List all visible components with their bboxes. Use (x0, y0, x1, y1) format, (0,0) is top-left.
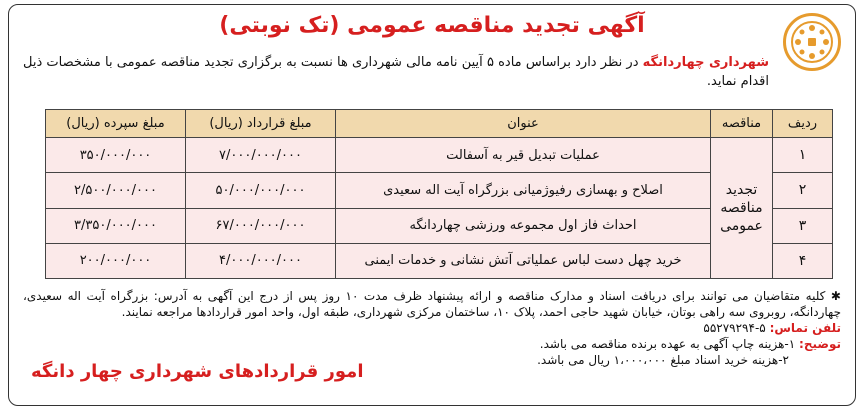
row-deposit-amount: ۳/۳۵۰/۰۰۰/۰۰۰ (46, 208, 186, 243)
ad-title: آگهی تجدید مناقصه عمومی (تک نوبتی) (219, 13, 645, 38)
row-deposit-amount: ۲۰۰/۰۰۰/۰۰۰ (46, 243, 186, 278)
notes-paragraph (23, 288, 841, 320)
tender-type: تجدید مناقصه عمومی (711, 138, 773, 279)
col-header-contract-amount: مبلغ قرارداد (ریال) (186, 110, 336, 138)
row-number: ۱ (773, 138, 833, 173)
row-contract-amount: ۶۷/۰۰۰/۰۰۰/۰۰۰ (186, 208, 336, 243)
description-item-1: ۱-هزینه چاپ آگهی به عهده برنده مناقصه می باشد. (539, 337, 796, 351)
col-header-tender: مناقصه (711, 110, 773, 138)
row-contract-amount: ۴/۰۰۰/۰۰۰/۰۰۰ (186, 243, 336, 278)
col-header-title: عنوان (336, 110, 711, 138)
row-title: خرید چهل دست لباس عملیاتی آتش نشانی و خدمات ایمنی (336, 243, 711, 278)
intro-text: در نظر دارد براساس ماده ۵ آیین نامه مالی شهرداری ها نسبت به برگزاری تجدید مناقصه عمومی با مشخصات ذیل اقدام نماید. (23, 55, 769, 89)
tender-table (45, 109, 833, 279)
row-number: ۲ (773, 173, 833, 208)
ad-frame (8, 4, 856, 406)
table-row (46, 138, 833, 173)
row-contract-amount: ۵۰/۰۰۰/۰۰۰/۰۰۰ (186, 173, 336, 208)
row-contract-amount: ۷/۰۰۰/۰۰۰/۰۰۰ (186, 138, 336, 173)
phone-label: تلفن تماس: (769, 321, 841, 335)
description-label: توضیح: (799, 337, 841, 351)
footer-signature: امور قراردادهای شهرداری چهار دانگه (31, 361, 364, 382)
row-deposit-amount: ۳۵۰/۰۰۰/۰۰۰ (46, 138, 186, 173)
row-number: ۳ (773, 208, 833, 243)
description-item-2: ۲-هزینه خرید اسناد مبلغ ۱،۰۰۰،۰۰۰ ریال می باشد. (537, 353, 789, 367)
bullet-icon: ✱ (825, 289, 841, 303)
notes-text: کلیه متقاضیان می توانند برای دریافت اسناد و مدارک مناقصه و ارائه پیشنهاد ظرف مدت ۱۰ روز پس از درج این آگهی به آدرس: بزرگراه آیت اله سعیدی، چهاردانگه، روبروی سه راهی بوتان، خیابان شهید حاجی احمد، پلاک ۱۰، ساختمان مرکزی شهرداری، طبقه اول، واحد امور قراردادها مراجعه نمایند. (23, 289, 841, 319)
row-number: ۴ (773, 243, 833, 278)
intro-paragraph (23, 53, 769, 91)
row-title: اصلاح و بهسازی رفیوژمیانی بزرگراه آیت اله سعیدی (336, 173, 711, 208)
table-header-row (46, 110, 833, 138)
col-header-row-number: ردیف (773, 110, 833, 138)
phone-number: ۵-۵۵۲۷۹۲۹۴ (703, 321, 766, 335)
row-title: عملیات تبدیل قیر به آسفالت (336, 138, 711, 173)
row-title: احداث فاز اول مجموعه ورزشی چهاردانگه (336, 208, 711, 243)
col-header-deposit-amount: مبلغ سپرده (ریال) (46, 110, 186, 138)
notes-section (23, 288, 841, 368)
phone-line (23, 320, 841, 336)
organization-name: شهرداری چهاردانگه (642, 55, 769, 70)
row-deposit-amount: ۲/۵۰۰/۰۰۰/۰۰۰ (46, 173, 186, 208)
description-line (23, 336, 841, 352)
